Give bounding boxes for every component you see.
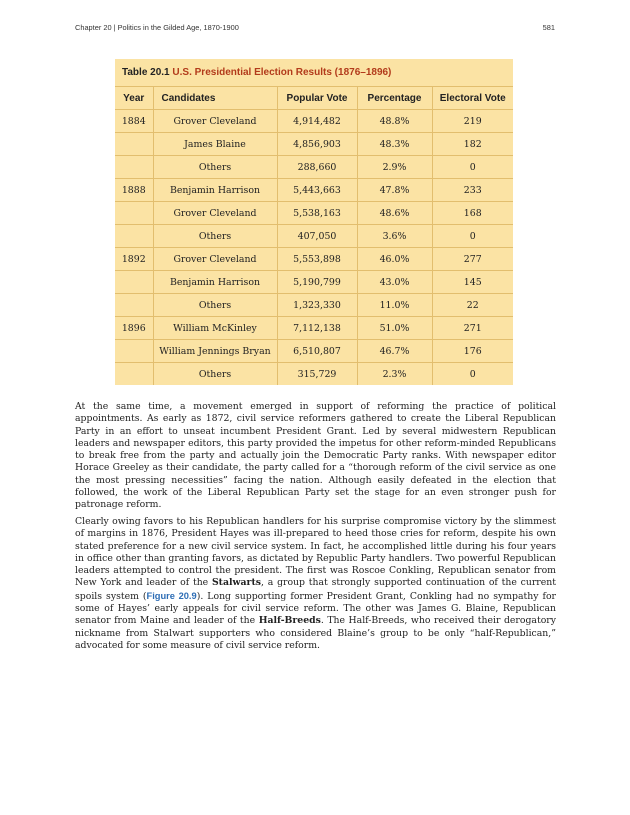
cell-year bbox=[115, 156, 153, 179]
cell-electoral-vote: 182 bbox=[432, 133, 513, 156]
cell-popular-vote: 5,553,898 bbox=[277, 248, 357, 271]
paragraph-hayes-reform bbox=[75, 516, 556, 652]
cell-percentage: 51.0% bbox=[357, 317, 432, 340]
cell-percentage: 43.0% bbox=[357, 271, 432, 294]
cell-popular-vote: 5,190,799 bbox=[277, 271, 357, 294]
cell-popular-vote: 288,660 bbox=[277, 156, 357, 179]
cell-year bbox=[115, 340, 153, 363]
cell-electoral-vote: 233 bbox=[432, 179, 513, 202]
cell-popular-vote: 407,050 bbox=[277, 225, 357, 248]
election-results-table bbox=[115, 59, 513, 385]
cell-percentage: 2.9% bbox=[357, 156, 432, 179]
cell-electoral-vote: 271 bbox=[432, 317, 513, 340]
cell-year bbox=[115, 202, 153, 225]
table-row bbox=[115, 248, 513, 271]
cell-percentage: 48.3% bbox=[357, 133, 432, 156]
cell-electoral-vote: 219 bbox=[432, 110, 513, 133]
cell-popular-vote: 6,510,807 bbox=[277, 340, 357, 363]
column-header-electoral-vote: Electoral Vote bbox=[432, 87, 513, 110]
cell-percentage: 11.0% bbox=[357, 294, 432, 317]
table-row bbox=[115, 110, 513, 133]
cell-year: 1884 bbox=[115, 110, 153, 133]
table-header-row bbox=[115, 87, 513, 110]
cell-popular-vote: 4,856,903 bbox=[277, 133, 357, 156]
cell-candidate: James Blaine bbox=[153, 133, 277, 156]
table-row bbox=[115, 340, 513, 363]
cell-candidate: Grover Cleveland bbox=[153, 202, 277, 225]
cell-electoral-vote: 0 bbox=[432, 363, 513, 386]
column-header-popular-vote: Popular Vote bbox=[277, 87, 357, 110]
cell-year bbox=[115, 225, 153, 248]
cell-electoral-vote: 145 bbox=[432, 271, 513, 294]
paragraph-text: ). Long supporting former President Grant, Conkling had no sympathy for some of Hayes’ early appeals for civil service reform. The other was James G. Blaine, Republican senator from Maine and leader of the bbox=[75, 590, 556, 627]
table-row bbox=[115, 271, 513, 294]
cell-popular-vote: 7,112,138 bbox=[277, 317, 357, 340]
cell-year bbox=[115, 363, 153, 386]
cell-popular-vote: 4,914,482 bbox=[277, 110, 357, 133]
table-row bbox=[115, 133, 513, 156]
cell-electoral-vote: 277 bbox=[432, 248, 513, 271]
cell-electoral-vote: 22 bbox=[432, 294, 513, 317]
cell-percentage: 47.8% bbox=[357, 179, 432, 202]
cell-year: 1888 bbox=[115, 179, 153, 202]
table-row bbox=[115, 363, 513, 386]
cell-popular-vote: 5,538,163 bbox=[277, 202, 357, 225]
cell-percentage: 46.7% bbox=[357, 340, 432, 363]
column-header-candidates: Candidates bbox=[153, 87, 277, 110]
cell-year: 1896 bbox=[115, 317, 153, 340]
cell-year bbox=[115, 294, 153, 317]
cell-candidate: Benjamin Harrison bbox=[153, 271, 277, 294]
cell-percentage: 3.6% bbox=[357, 225, 432, 248]
cell-percentage: 46.0% bbox=[357, 248, 432, 271]
cell-electoral-vote: 168 bbox=[432, 202, 513, 225]
table-title: U.S. Presidential Election Results (1876–1896) bbox=[172, 67, 392, 78]
cell-candidate: Others bbox=[153, 156, 277, 179]
table-caption bbox=[115, 59, 513, 87]
cell-electoral-vote: 176 bbox=[432, 340, 513, 363]
key-term-stalwarts: Stalwarts bbox=[211, 577, 261, 589]
cell-candidate: Benjamin Harrison bbox=[153, 179, 277, 202]
cell-candidate: Grover Cleveland bbox=[153, 110, 277, 133]
cell-popular-vote: 315,729 bbox=[277, 363, 357, 386]
cell-percentage: 48.6% bbox=[357, 202, 432, 225]
figure-link[interactable]: Figure 20.9 bbox=[146, 590, 197, 601]
key-term-half-breeds: Half-Breeds bbox=[258, 615, 321, 627]
table-row bbox=[115, 317, 513, 340]
table-row bbox=[115, 225, 513, 248]
table-row bbox=[115, 294, 513, 317]
cell-electoral-vote: 0 bbox=[432, 225, 513, 248]
column-header-year: Year bbox=[115, 87, 153, 110]
cell-candidate: William Jennings Bryan bbox=[153, 340, 277, 363]
cell-electoral-vote: 0 bbox=[432, 156, 513, 179]
table-row bbox=[115, 156, 513, 179]
table-row bbox=[115, 179, 513, 202]
paragraph-text: , a group that strongly supported continuation of the current spoils system ( bbox=[75, 577, 556, 602]
cell-candidate: Others bbox=[153, 294, 277, 317]
cell-year bbox=[115, 271, 153, 294]
chapter-title: Chapter 20 | Politics in the Gilded Age, 1870-1900 bbox=[75, 23, 239, 32]
cell-popular-vote: 5,443,663 bbox=[277, 179, 357, 202]
table-label: Table 20.1 bbox=[122, 67, 170, 78]
cell-year bbox=[115, 133, 153, 156]
paragraph-liberal-republicans: At the same time, a movement emerged in support of reforming the practice of political appointments. As early as 1872, civil service reformers gathered to create the Liberal Republican Party in an effort to unseat incumbent President Grant. Led by several midwestern Republican leaders and newspaper editors, this party provided the impetus for other reform-minded Republicans to break free from the party and actually join the Democratic Party ranks. With newspaper editor Horace Greeley as their candidate, the party called for a “thorough reform of the civil service as one the most pressing necessities” facing the nation. Although easily defeated in the election that followed, the work of the Liberal Republican Party set the stage for an even stronger push for patronage reform. bbox=[75, 401, 556, 511]
column-header-percentage: Percentage bbox=[357, 87, 432, 110]
cell-candidate: Others bbox=[153, 363, 277, 386]
results-table bbox=[115, 87, 513, 385]
cell-year: 1892 bbox=[115, 248, 153, 271]
cell-popular-vote: 1,323,330 bbox=[277, 294, 357, 317]
table-row bbox=[115, 202, 513, 225]
page-number: 581 bbox=[542, 23, 555, 32]
cell-percentage: 2.3% bbox=[357, 363, 432, 386]
cell-candidate: Others bbox=[153, 225, 277, 248]
cell-percentage: 48.8% bbox=[357, 110, 432, 133]
table-body bbox=[115, 110, 513, 386]
paragraph-text: Clearly owing favors to his Republican handlers for his surprise compromise victory by the slimmest of margins in 1876, President Hayes was ill-prepared to heed those cries for reform, despite his own stated preference for a new civil service system. In fact, he accomplished little during his four years in office other than granting favors, as dictated by Republic Party handlers. Two powerful Republican leaders attempted to control the president. The first was Roscoe Conkling, Republican senator from New York and leader of the bbox=[75, 516, 556, 589]
paragraph-text: . The Half-Breeds, who received their derogatory nickname from Stalwart supporters who considered Blaine’s group to be only “half-Republican,” advocated for some measure of civil service reform. bbox=[75, 615, 556, 651]
cell-candidate: William McKinley bbox=[153, 317, 277, 340]
cell-candidate: Grover Cleveland bbox=[153, 248, 277, 271]
